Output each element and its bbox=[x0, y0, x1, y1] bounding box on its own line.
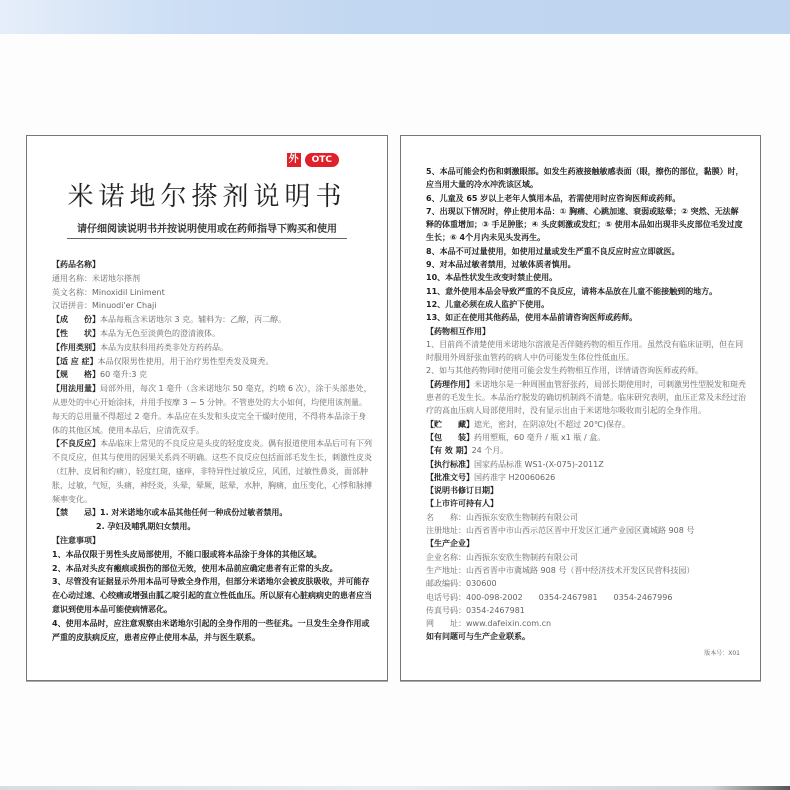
badge-group bbox=[287, 153, 339, 167]
appearance-row bbox=[52, 327, 373, 341]
standard-label: 【执行标准】 bbox=[426, 459, 474, 469]
postcode: 邮政编码：030600 bbox=[426, 579, 497, 589]
storage-row bbox=[426, 418, 746, 431]
adverse-label: 【不良反应】 bbox=[52, 439, 100, 449]
section-notes: 【注意事项】 bbox=[52, 535, 100, 545]
note-item: 4、使用本品时，应注意观察由米诺地尔引起的全身作用的一些征兆。一旦发生全身作用或严重的皮肤病反应，患者应停止使用本品，并与医生联系。 bbox=[52, 618, 370, 642]
spec-text: 60 毫升:3 克 bbox=[100, 370, 148, 380]
document-subtitle: 请仔细阅读说明书并按说明使用或在药师指导下购买和使用 bbox=[67, 220, 347, 239]
document-title: 米诺地尔搽剂说明书 bbox=[67, 182, 347, 212]
indication-text: 本品仅限男性使用，用于治疗男性型秃发及斑秃。 bbox=[97, 356, 274, 366]
storage-text: 遮光，密封，在阴凉处(不超过 20℃)保存。 bbox=[474, 419, 630, 429]
note-item: 13、如正在使用其他药品，使用本品前请咨询医师或药师。 bbox=[426, 313, 638, 323]
english-name: 英文名称：Minoxidil Liniment bbox=[52, 287, 165, 297]
package-label: 【包 装】 bbox=[426, 432, 474, 442]
note-item: 7、出现以下情况时，停止使用本品：① 胸痛、心跳加速、衰弱或眩晕；② 突然、无法解释的体重增加；③ 手足肿胀；④ 头皮刺激或发红；⑤ 使用本品如出现非头皮部位毛发过度生长；⑥ 4个月内未见头发再生。 bbox=[426, 206, 743, 243]
category-label: 【作用类别】 bbox=[52, 342, 100, 352]
external-use-badge: 外 bbox=[288, 154, 299, 165]
spec-label: 【规 格】 bbox=[52, 370, 100, 380]
contra-item-2: 2. 孕妇及哺乳期妇女禁用。 bbox=[96, 522, 196, 532]
holder-address: 注册地址：山西省晋中市山西示范区晋中开发区汇通产业园区冀城路 908 号 bbox=[426, 526, 695, 536]
spec-row bbox=[52, 368, 373, 382]
note-item: 9、对本品过敏者禁用，过敏体质者慎用。 bbox=[426, 260, 576, 270]
contact-note: 如有问题可与生产企业联系。 bbox=[426, 632, 530, 642]
expiry-text: 24 个月。 bbox=[471, 446, 509, 456]
version-number: 版本号：X01 bbox=[704, 649, 740, 657]
pharmacology-text: 米诺地尔是一种周围血管舒张药，局部长期使用时，可刺激男性型脱发和斑秃患者的毛发生长。本品治疗脱发的确切机制尚不清楚。临床研究表明，血压正常及未经过治疗的高血压病人局部使用时，没有显示出由于米诺地尔吸收而引起的全身作用。 bbox=[426, 379, 746, 416]
fax-number: 传真号码：0354-2467981 bbox=[426, 605, 525, 615]
contra-label: 【禁 忌】 bbox=[52, 508, 100, 518]
indication-row bbox=[52, 355, 373, 369]
usage-label: 【用法用量】 bbox=[52, 384, 100, 394]
composition-row bbox=[52, 313, 373, 327]
company-name: 企业名称：山西振东安欣生物制药有限公司 bbox=[426, 552, 578, 562]
otc-badge: OTC bbox=[305, 153, 339, 167]
usage-row bbox=[52, 382, 373, 437]
adverse-row bbox=[52, 437, 373, 506]
note-item: 5、本品可能会灼伤和刺激眼部。如发生药液接触敏感表面（眼，擦伤的部位，黏膜）时，应当用大量的冷水冲洗该区域。 bbox=[426, 167, 744, 190]
note-item: 10、本品性状发生改变时禁止使用。 bbox=[426, 273, 558, 283]
top-background-band bbox=[0, 0, 790, 34]
contra-item-1: 1. 对米诺地尔或本品其他任何一种成份过敏者禁用。 bbox=[100, 508, 288, 518]
left-content bbox=[52, 258, 373, 644]
category-row bbox=[52, 341, 373, 355]
expiry-row bbox=[426, 444, 746, 457]
storage-label: 【贮 藏】 bbox=[426, 419, 474, 429]
section-revision-date: 【说明书修订日期】 bbox=[426, 486, 498, 496]
composition-label: 【成 份】 bbox=[52, 315, 100, 325]
bottom-shadow-band bbox=[0, 786, 790, 790]
interaction-item: 2、如与其他药物同时使用可能会发生药物相互作用，详情请咨询医师或药师。 bbox=[426, 366, 704, 376]
note-item: 12、儿童必须在成人监护下使用。 bbox=[426, 299, 550, 309]
section-interactions: 【药物相互作用】 bbox=[426, 326, 490, 336]
approval-label: 【批准文号】 bbox=[426, 472, 474, 482]
composition-text: 本品每瓶含米诺地尔 3 克。辅料为：乙醇，丙二醇。 bbox=[100, 315, 287, 325]
right-content bbox=[426, 165, 746, 660]
leaflet-page-left bbox=[26, 135, 388, 681]
appearance-label: 【性 状】 bbox=[52, 328, 100, 338]
note-item: 1、本品仅限于男性头皮局部使用，不能口服或将本品涂于身体的其他区域。 bbox=[52, 549, 322, 559]
appearance-text: 本品为无色至淡黄色的澄清液体。 bbox=[100, 328, 220, 338]
section-license-holder: 【上市许可持有人】 bbox=[426, 499, 498, 509]
note-item: 3、尽管没有证据显示外用本品可导致全身作用，但部分米诺地尔会被皮肤吸收，并可能存在心动过速、心绞痛或增强由胍乙啶引起的直立性低血压。所以原有心脏病病史的患者应当意识到使用本品可能使病情恶化。 bbox=[52, 577, 372, 614]
standard-text: 国家药品标准 WS1-(X-075)-2011Z bbox=[474, 459, 604, 469]
leaflet-page-right bbox=[400, 135, 761, 681]
website: 网 址：www.dafeixin.com.cn bbox=[426, 619, 552, 629]
pinyin-name: 汉语拼音：Minuodi'er Chaji bbox=[52, 301, 157, 311]
pharmacology-label: 【药理作用】 bbox=[426, 379, 474, 389]
holder-name: 名 称：山西振东安欣生物制药有限公司 bbox=[426, 512, 578, 522]
phone-numbers: 电话号码：400-098-2002 0354-2467981 0354-2467996 bbox=[426, 592, 673, 602]
generic-name: 通用名称：米诺地尔搽剂 bbox=[52, 273, 140, 283]
usage-text: 局部外用，每次 1 毫升（含米诺地尔 50 毫克，约喷 6 次），涂于头部患处，从患处的中心开始涂抹，并用手按摩 3 ~ 5 分钟。不管患处的大小如何，均使用该剂量。每天的总用量不得超过 2 毫升。本品应在头发和头皮完全干燥时使用，不得将本品涂于身体的其他区域。使用本品后，应清洗双手。 bbox=[52, 384, 372, 435]
expiry-label: 【有 效 期】 bbox=[426, 446, 472, 456]
note-item: 11、意外使用本品会导致严重的不良反应，请将本品放在儿童不能接触到的地方。 bbox=[426, 286, 718, 296]
note-item: 8、本品不可过量使用，如使用过量或发生严重不良反应时应立即就医。 bbox=[426, 246, 680, 256]
approval-row bbox=[426, 471, 746, 484]
contra-row bbox=[52, 506, 373, 520]
interaction-item: 1、目前尚不清楚使用米诺地尔溶液是否伴随药物的相互作用。虽然没有临床证明，但在同时服用外周舒张血管药的病人中仍可能发生体位性低血压。 bbox=[426, 339, 744, 363]
note-item: 2、本品对头皮有瘢痕或损伤的部位无效，使用本品前应确定患者有正常的头皮。 bbox=[52, 563, 338, 573]
adverse-text: 本品临床上常见的不良反应是头皮的轻度皮炎。偶有报道使用本品后可有下列不良反应，但其与使用的因果关系尚不明确。这些不良反应包括面部毛发生长，刺激性皮炎（红肿、皮屑和灼痛），轻度红斑，瘙痒，非特异性过敏反应，风团，过敏性鼻炎，面部肿胀，过敏，气短，头痛，神经炎，头晕，晕厥，眩晕，水肿，胸痛，血压变化，心悸和脉搏频率变化。 bbox=[52, 439, 372, 504]
approval-text: 国药准字 H20060626 bbox=[474, 472, 556, 482]
section-manufacturer: 【生产企业】 bbox=[426, 539, 474, 549]
package-row bbox=[426, 431, 746, 444]
production-address: 生产地址：山西省晋中市冀城路 908 号（晋中经济技术开发区民营科技园） bbox=[426, 565, 695, 575]
category-text: 本品为皮肤科用药类非处方药药品。 bbox=[100, 342, 228, 352]
indication-label: 【适 应 症】 bbox=[52, 356, 98, 366]
section-drug-name: 【药品名称】 bbox=[52, 260, 100, 269]
note-item: 6、儿童及 65 岁以上老年人慎用本品，若需使用时应咨询医师或药师。 bbox=[426, 193, 681, 203]
standard-row bbox=[426, 458, 746, 471]
package-text: 药用塑瓶，60 毫升 / 瓶 x1 瓶 / 盒。 bbox=[474, 432, 606, 442]
pharmacology-row bbox=[426, 378, 746, 418]
